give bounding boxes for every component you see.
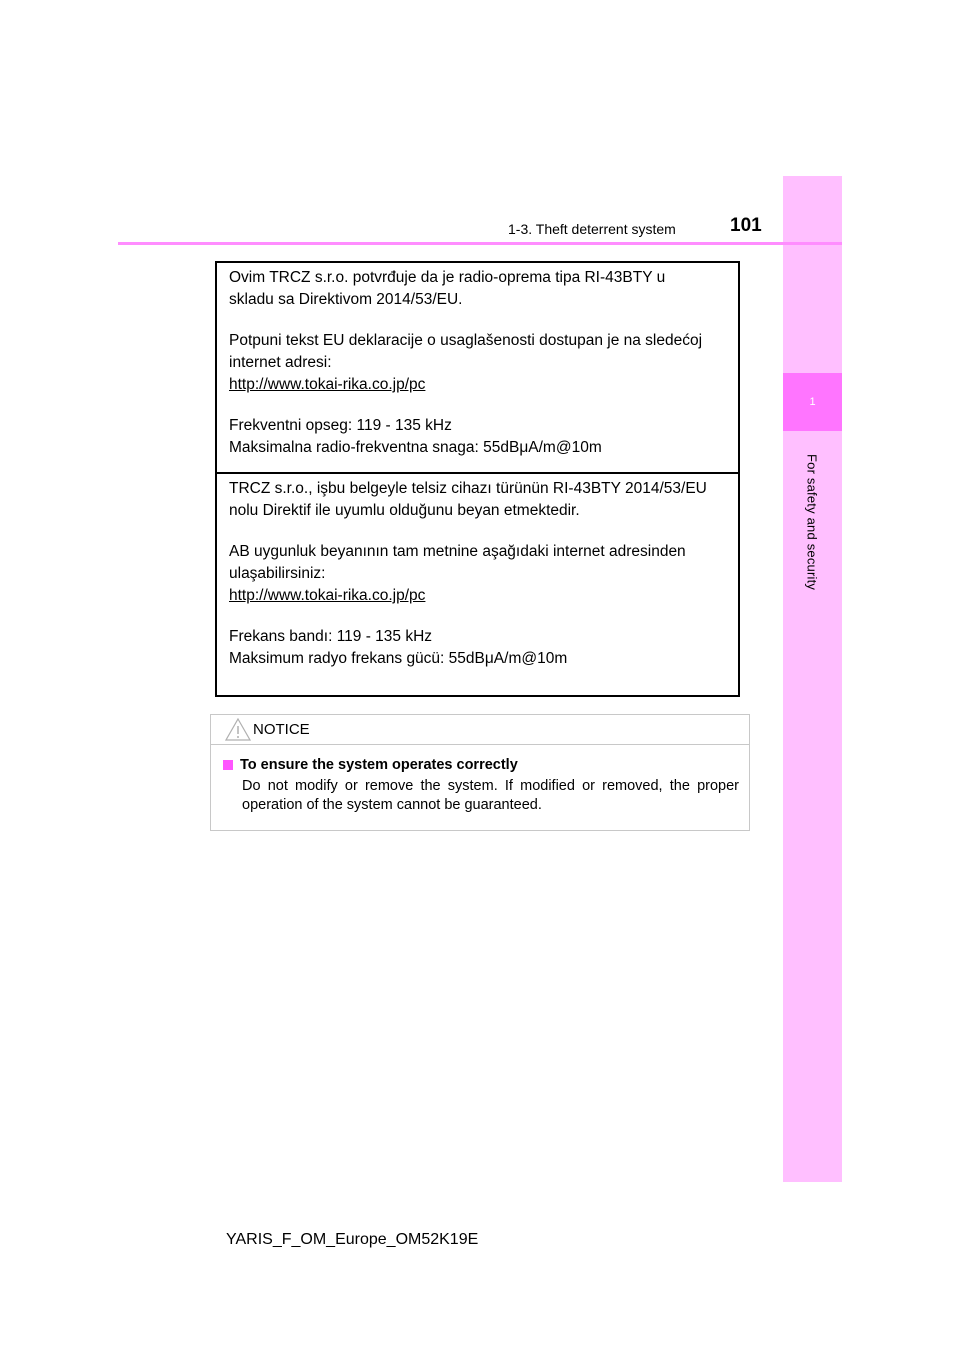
warning-triangle-icon (225, 718, 251, 741)
notice-item-heading (223, 757, 739, 773)
serbian-declaration-link[interactable]: http://www.tokai-rika.co.jp/pc (229, 376, 426, 393)
turkish-declaration-link[interactable]: http://www.tokai-rika.co.jp/pc (229, 587, 426, 604)
serbian-power: Maksimalna radio-frekventna snaga: 55dBμA/m@10m (229, 439, 602, 456)
turkish-power: Maksimum radyo frekans gücü: 55dBμA/m@10m (229, 650, 568, 667)
turkish-statement-line-2: nolu Direktif ile uyumlu olduğunu beyan etmektedir. (229, 502, 580, 519)
declaration-turkish (229, 478, 729, 689)
serbian-statement-line-1: Ovim TRCZ s.r.o. potvrđuje da je radio-oprema tipa RI-43BTY u (229, 269, 666, 286)
bullet-square-icon (223, 760, 233, 770)
footer-doc-id: YARIS_F_OM_Europe_OM52K19E (226, 1231, 479, 1248)
declaration-box (215, 261, 740, 697)
turkish-frequency: Frekans bandı: 119 - 135 kHz (229, 628, 433, 645)
notice-box (210, 714, 750, 831)
side-tab-strip (783, 176, 842, 1182)
turkish-fulltext-line-2: ulaşabilirsiniz: (229, 565, 326, 582)
serbian-fulltext-line-1: Potpuni tekst EU deklaracije o usaglašenosti dostupan je na sledećoj (229, 332, 703, 349)
turkish-statement-line-1: TRCZ s.r.o., işbu belgeyle telsiz cihazı türünün RI-43BTY 2014/53/EU (229, 480, 707, 497)
chapter-label: For safety and security (804, 453, 820, 591)
serbian-statement-line-2: skladu sa Direktivom 2014/53/EU. (229, 291, 463, 308)
notice-item-text: Do not modify or remove the system. If modified or removed, the proper operation of the system cannot be guaranteed. (242, 778, 739, 813)
header-divider (118, 242, 842, 245)
notice-item-title: To ensure the system operates correctly (240, 757, 518, 773)
turkish-fulltext-line-1: AB uygunluk beyanının tam metnine aşağıdaki internet adresinden (229, 543, 686, 560)
notice-title: NOTICE (253, 721, 310, 738)
notice-body (211, 745, 749, 815)
section-title: 1-3. Theft deterrent system (508, 221, 676, 237)
serbian-fulltext-line-2: internet adresi: (229, 354, 332, 371)
notice-header (211, 715, 749, 745)
declaration-serbian (229, 267, 729, 478)
declaration-divider (217, 472, 738, 474)
serbian-frequency: Frekventni opseg: 119 - 135 kHz (229, 417, 452, 434)
page-number: 101 (730, 215, 762, 236)
chapter-number-tab[interactable]: 1 (783, 373, 842, 431)
